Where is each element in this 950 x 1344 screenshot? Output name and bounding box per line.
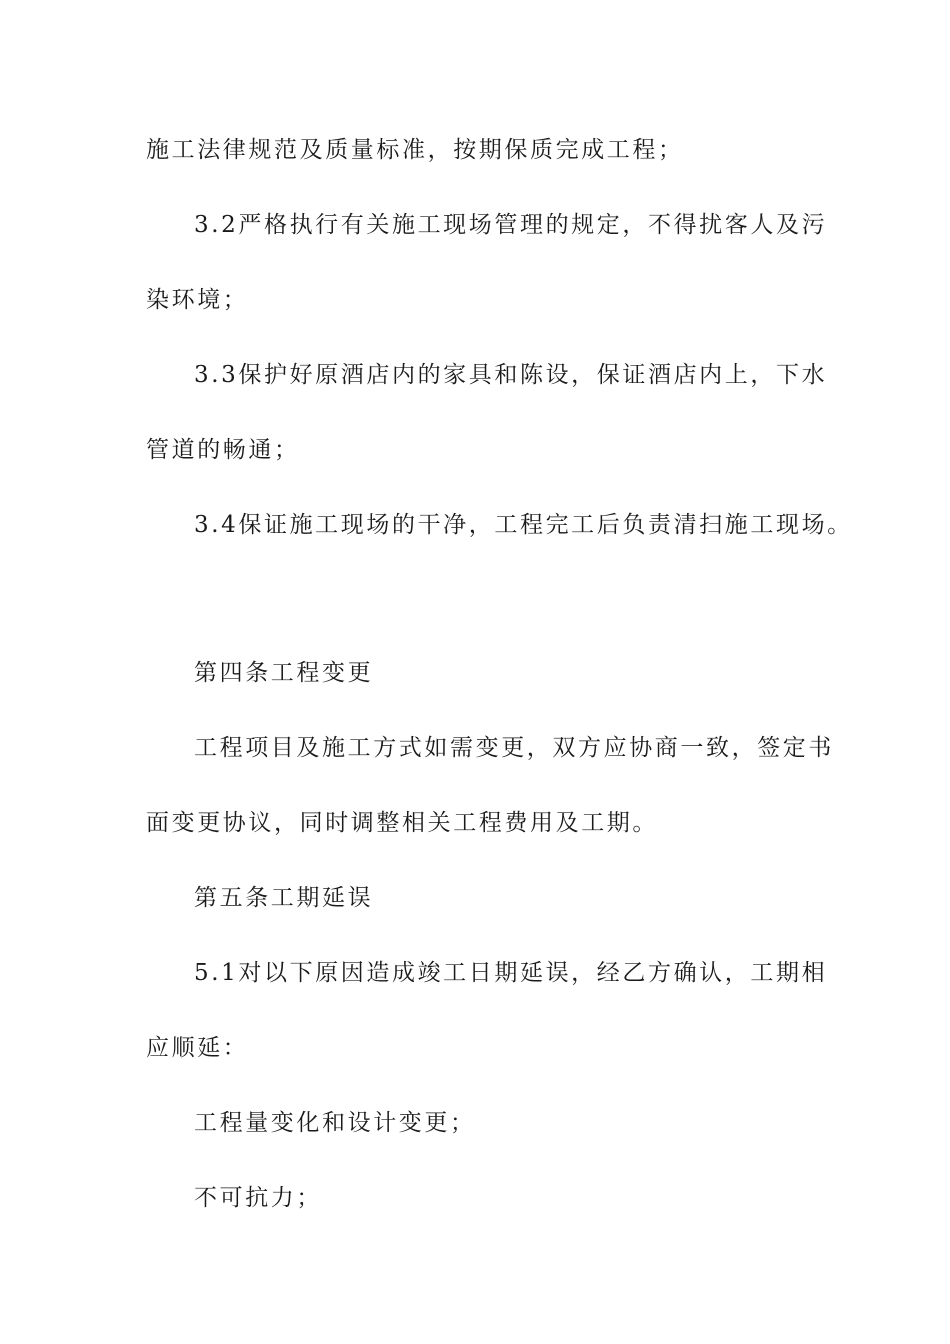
clause-3-3-line: 3.3保护好原酒店内的家具和陈设，保证酒店内上，下水 [194,362,828,388]
list-item: 工程量变化和设计变更； [194,1110,476,1136]
list-item: 不可抗力； [194,1185,322,1211]
paragraph-line: 管道的畅通； [146,437,300,463]
clause-3-4-line: 3.4保证施工现场的干净，工程完工后负责清扫施工现场。 [194,512,853,538]
clause-5-1-line: 5.1对以下原因造成竣工日期延误，经乙方确认，工期相 [194,960,828,986]
paragraph-line: 施工法律规范及质量标准，按期保质完成工程； [146,137,684,163]
clause-3-2-line: 3.2严格执行有关施工现场管理的规定，不得扰客人及污 [194,212,828,238]
article-5-heading: 第五条工期延误 [194,885,374,911]
article-4-body-line: 工程项目及施工方式如需变更，双方应协商一致，签定书 [194,735,834,761]
paragraph-line: 染环境； [146,287,249,313]
article-4-heading: 第四条工程变更 [194,660,374,686]
paragraph-line: 应顺延： [146,1035,249,1061]
paragraph-line: 面变更协议，同时调整相关工程费用及工期。 [146,810,658,836]
